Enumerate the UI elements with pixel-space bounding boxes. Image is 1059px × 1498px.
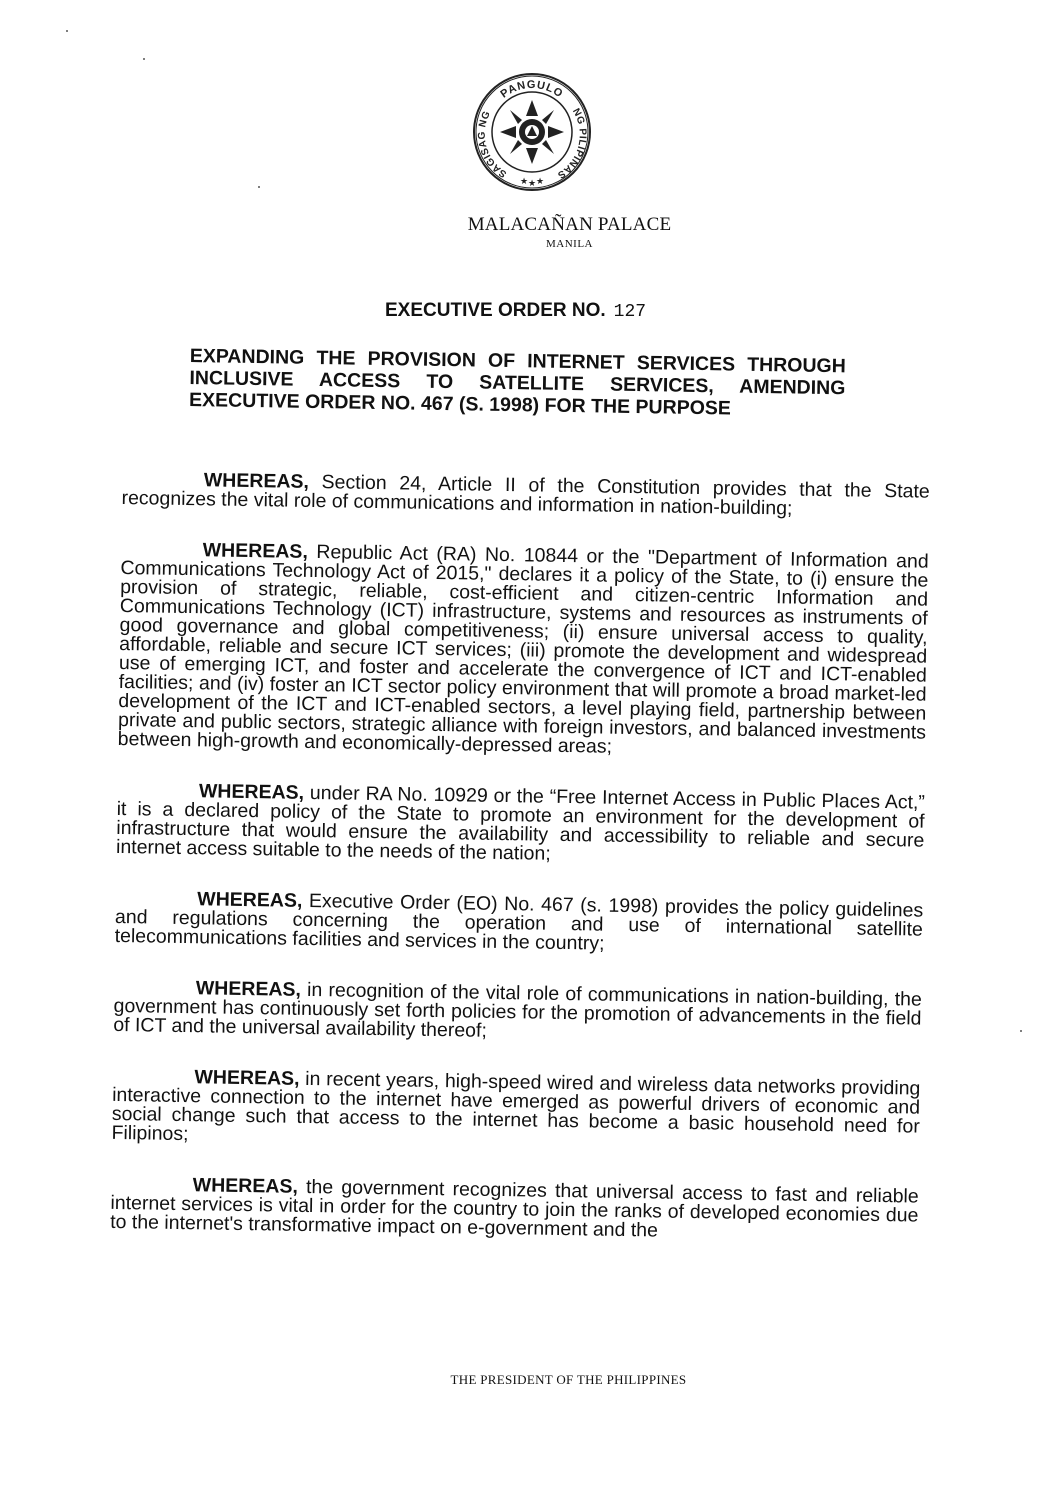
- whereas-lead: WHEREAS,: [197, 888, 303, 912]
- presidential-seal-icon: [470, 70, 595, 195]
- svg-text:★: ★: [520, 177, 529, 187]
- whereas-paragraph: [110, 1175, 919, 1245]
- whereas-lead: WHEREAS,: [198, 780, 305, 804]
- scan-speck: [1020, 1030, 1022, 1032]
- document-body: [110, 470, 930, 1277]
- svg-text:SAGISAG NG: [477, 109, 509, 179]
- whereas-lead: WHEREAS,: [202, 539, 309, 563]
- seal-text-left: SAGISAG NG: [476, 109, 509, 180]
- footer-text: THE PRESIDENT OF THE PHILIPPINES: [450, 1372, 687, 1387]
- svg-text:PANGULO: [499, 79, 566, 101]
- whereas-paragraph: [118, 540, 929, 762]
- scan-speck: [66, 30, 68, 32]
- palace-city: MANILA: [546, 238, 593, 250]
- whereas-paragraph: [116, 781, 925, 870]
- seal-text-top: PANGULO: [498, 78, 566, 101]
- paragraph-text: in recognition of the vital role of communications in nation-building, the government has continuously set forth policies for the promotion of advancements in the field of ICT and the universal availability thereof;: [113, 978, 922, 1042]
- whereas-lead: WHEREAS,: [203, 469, 310, 493]
- order-title: [385, 300, 646, 322]
- whereas-lead: WHEREAS,: [195, 977, 302, 1001]
- whereas-paragraph: [115, 889, 924, 959]
- whereas-paragraph: [111, 1067, 920, 1156]
- order-label: EXECUTIVE ORDER NO.: [385, 300, 606, 321]
- scan-speck: [143, 58, 145, 60]
- paragraph-text: under RA No. 10929 or the “Free Internet Access in Public Places Act,” it is a declared policy of the State to promote an environment for the development of infrastructure that would ensure the availability and accessibility to reliable and secure internet access suitable to the needs of the nation;: [115, 781, 926, 865]
- order-subject: EXPANDING THE PROVISION OF INTERNET SERVICES THROUGH INCLUSIVE ACCESS TO SATELLITE SERVICES, AMENDING EXECUTIVE ORDER NO. 467 (S. 1998) FOR THE PURPOSE: [188, 345, 846, 420]
- order-number: 127: [613, 302, 647, 322]
- palace-name: MALACAÑAN PALACE: [467, 214, 672, 235]
- svg-text:★: ★: [528, 179, 537, 189]
- svg-text:NG PILIPINAS: [555, 107, 588, 181]
- whereas-lead: WHEREAS,: [194, 1066, 300, 1090]
- page-footer: [0, 1372, 1059, 1388]
- letterhead: [0, 214, 1059, 250]
- paragraph-text: Executive Order (EO) No. 467 (s. 1998) provides the policy guidelines and regulations concerning the operation and use of international satellite telecommunications facilities and services in the country;: [114, 889, 924, 955]
- scan-speck: [258, 186, 260, 188]
- paragraph-text: Section 24, Article II of the Constitution provides that the State recognizes the vital role of communications and information in nation-building;: [121, 470, 930, 520]
- paragraph-text: Republic Act (RA) No. 10844 or the "Department of Information and Communications Technology Act of 2015," declares it a policy of the State, to (i) ensure the provision of strategic, reliable, cost-efficient and citizen-centric Information and Communications Technology (ICT) infrastructure, systems and resources as instruments of good governance and global competitiveness; (ii) ensure universal access to quality, affordable, reliable and secure ICT services; (iii) promote the development and widespread use of emerging ICT, and foster and accelerate the convergence of ICT and ICT-enabled facilities; and (iv) foster an ICT sector policy environment that will promote a broad market-led development of the ICT and ICT-enabled sectors, a level playing field, partnership between private and public sectors, strategic alliance with foreign investors, and balanced investments between high-growth and economically-depressed areas;: [117, 540, 929, 758]
- whereas-lead: WHEREAS,: [192, 1174, 299, 1198]
- whereas-paragraph: [113, 978, 922, 1048]
- whereas-paragraph: [121, 470, 929, 521]
- paragraph-text: the government recognizes that universal access to fast and reliable internet services is vital in order for the country to join the ranks of developed economies due to the internet's transformative impact on e-government and the: [110, 1175, 919, 1242]
- paragraph-text: in recent years, high-speed wired and wireless data networks providing interactive connection to the internet have emerged as powerful drivers of economic and social change such that access to the internet has become a basic household need for Filipinos;: [111, 1067, 921, 1146]
- seal-text-right: NG PILIPINAS: [555, 106, 588, 181]
- svg-text:★: ★: [536, 177, 545, 187]
